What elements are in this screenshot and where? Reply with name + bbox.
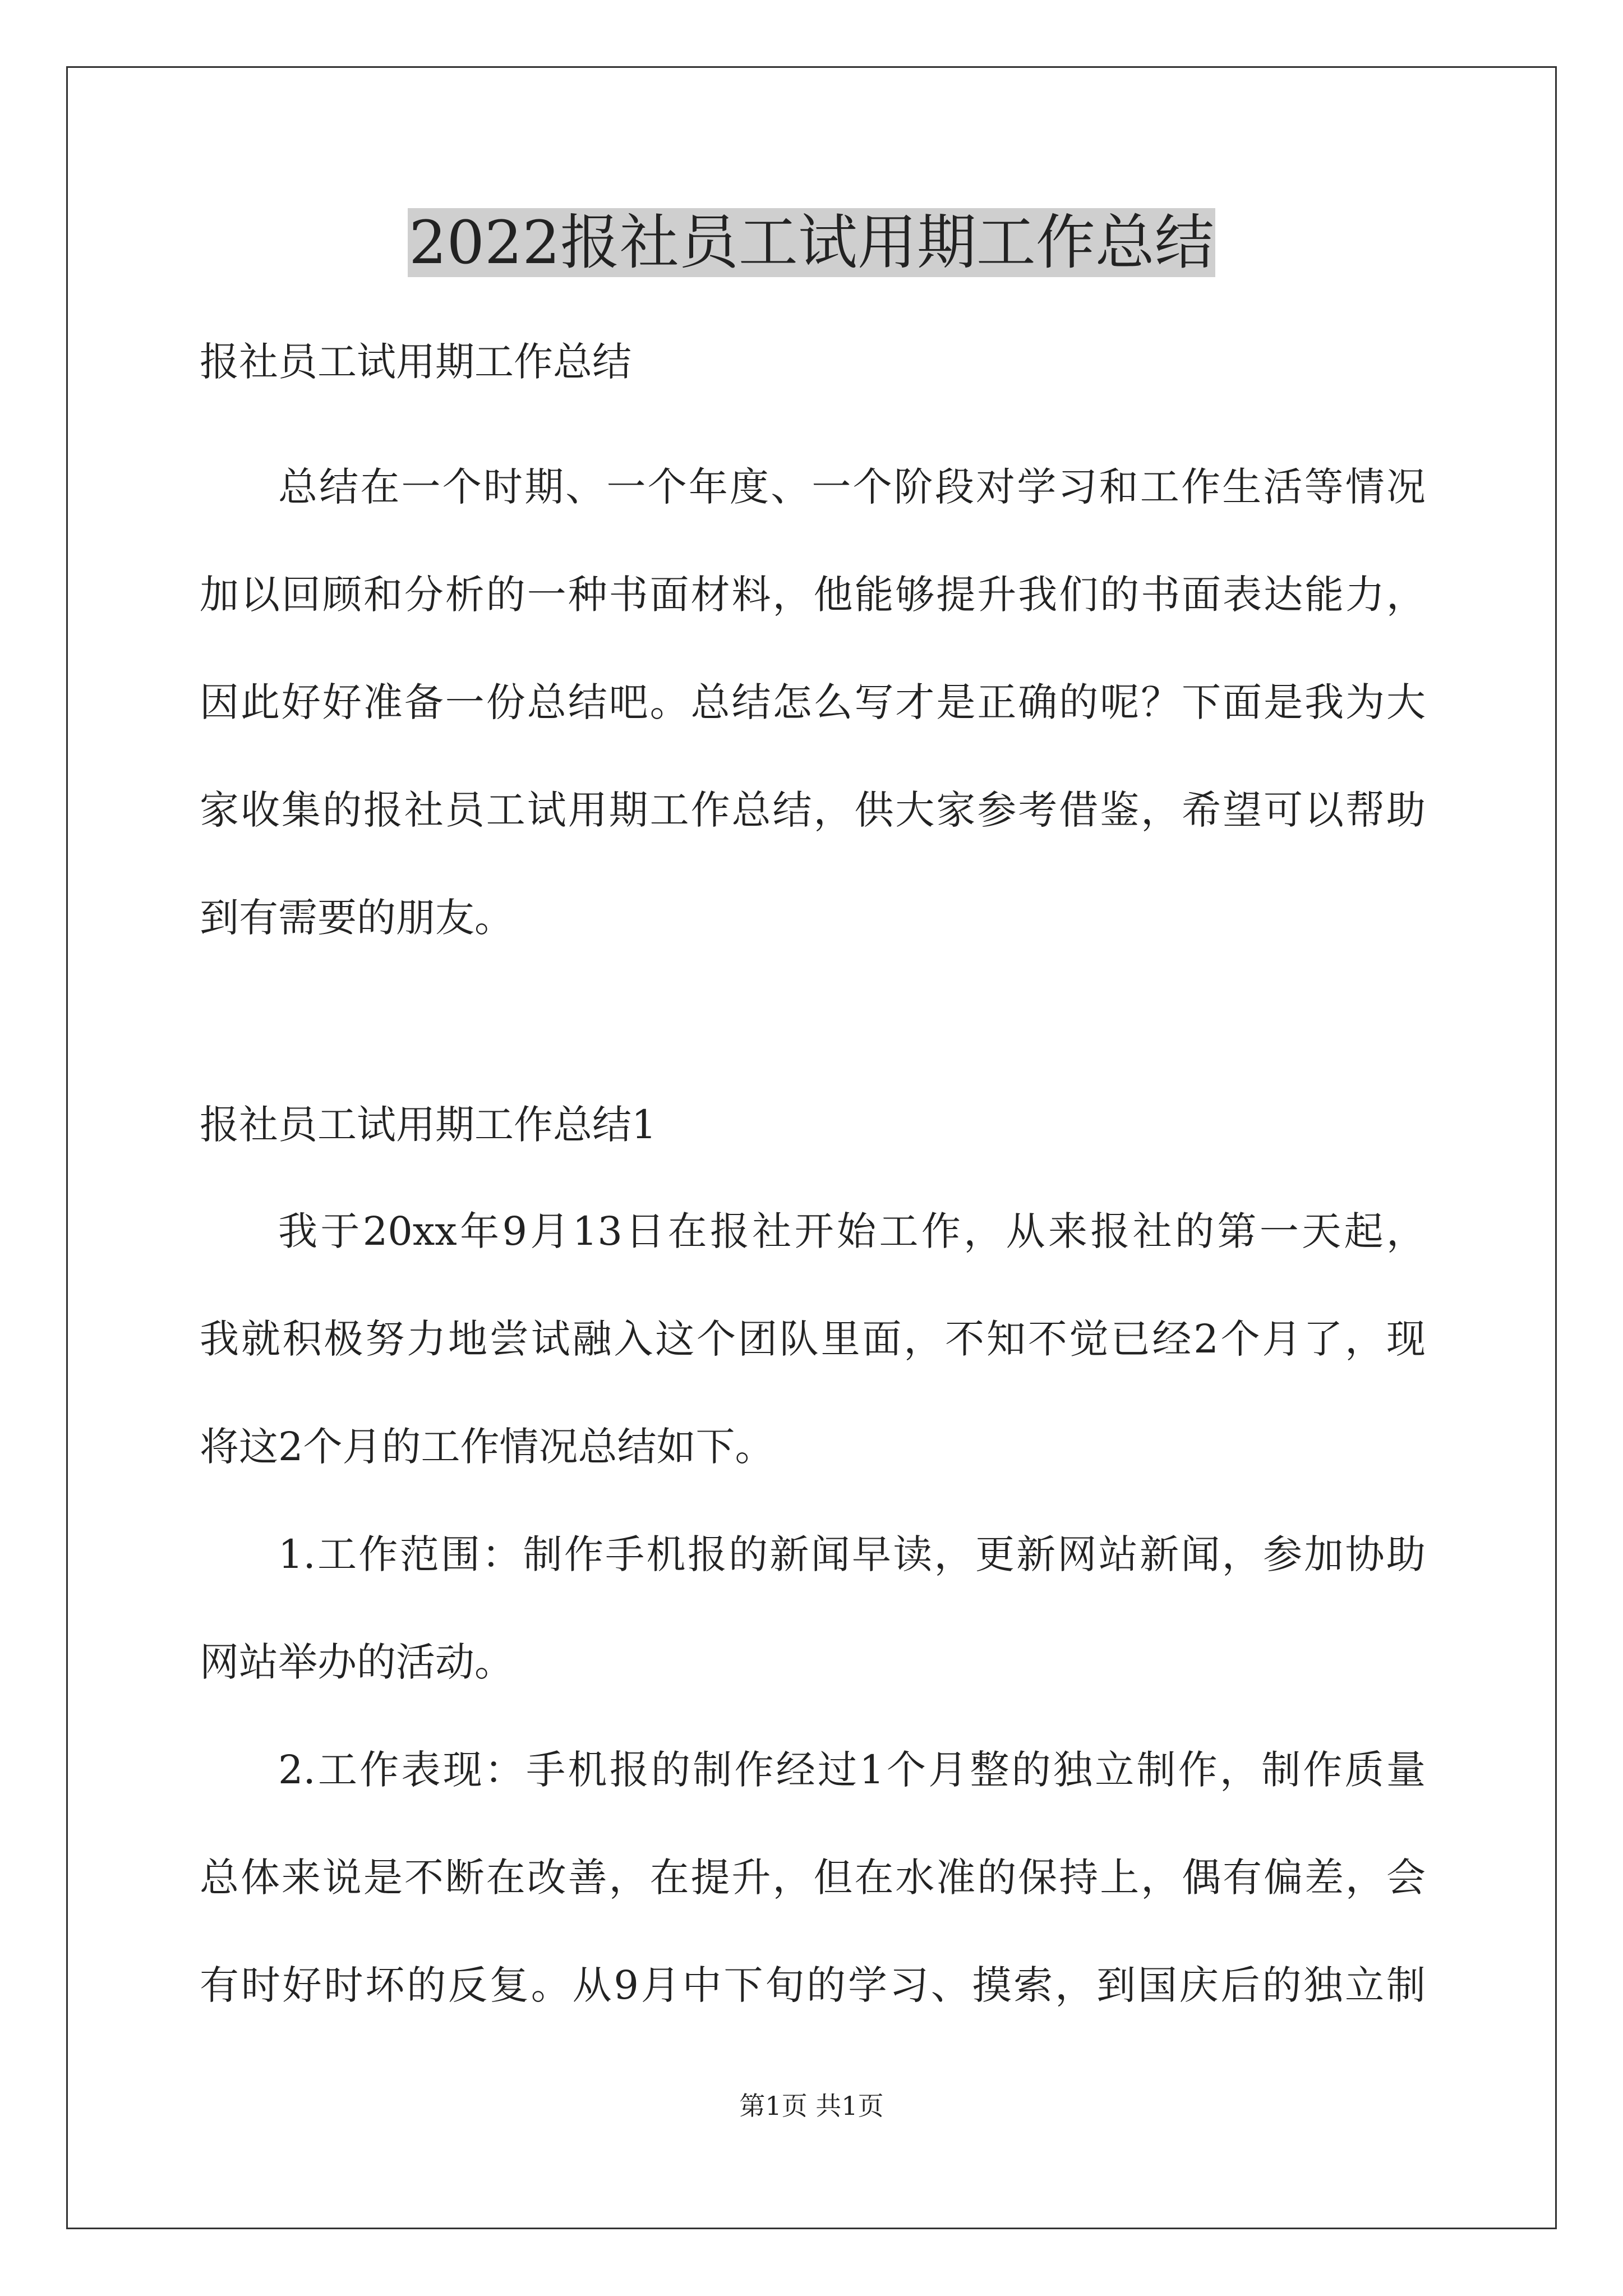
paragraph-line: 1.工作范围：制作手机报的新闻早读，更新网站新闻，参加协助: [278, 1531, 1426, 1577]
paragraph-line: 到有需要的朋友。: [200, 895, 514, 941]
paragraph-line: 有时好时坏的反复。从9月中下旬的学习、摸索，到国庆后的独立制: [200, 1962, 1426, 2008]
paragraph-line: 网站举办的活动。: [200, 1639, 514, 1685]
paragraph-line: 因此好好准备一份总结吧。总结怎么写才是正确的呢？下面是我为大: [200, 679, 1426, 725]
paragraph-line: 家收集的报社员工试用期工作总结，供大家参考借鉴，希望可以帮助: [200, 787, 1426, 833]
page-footer: 第1页 共1页: [739, 2091, 884, 2121]
document-title-text: 2022报社员工试用期工作总结: [409, 208, 1214, 277]
section-heading: 报社员工试用期工作总结: [200, 339, 631, 385]
paragraph-line: 将这2个月的工作情况总结如下。: [200, 1424, 774, 1470]
paragraph-line: 总体来说是不断在改善，在提升，但在水准的保持上，偶有偏差，会: [200, 1855, 1426, 1901]
paragraph-line: 加以回顾和分析的一种书面材料，他能够提升我们的书面表达能力，: [200, 572, 1426, 618]
document-title: [0, 201, 1623, 285]
section-heading: 报社员工试用期工作总结1: [200, 1102, 657, 1148]
paragraph-line: 2.工作表现：手机报的制作经过1个月整的独立制作，制作质量: [278, 1747, 1426, 1793]
paragraph-line: 我于20xx年9月13日在报社开始工作，从来报社的第一天起，: [278, 1208, 1426, 1254]
paragraph-line: 我就积极努力地尝试融入这个团队里面，不知不觉已经2个月了，现: [200, 1316, 1426, 1362]
paragraph-line: 总结在一个时期、一个年度、一个阶段对学习和工作生活等情况: [278, 464, 1426, 510]
